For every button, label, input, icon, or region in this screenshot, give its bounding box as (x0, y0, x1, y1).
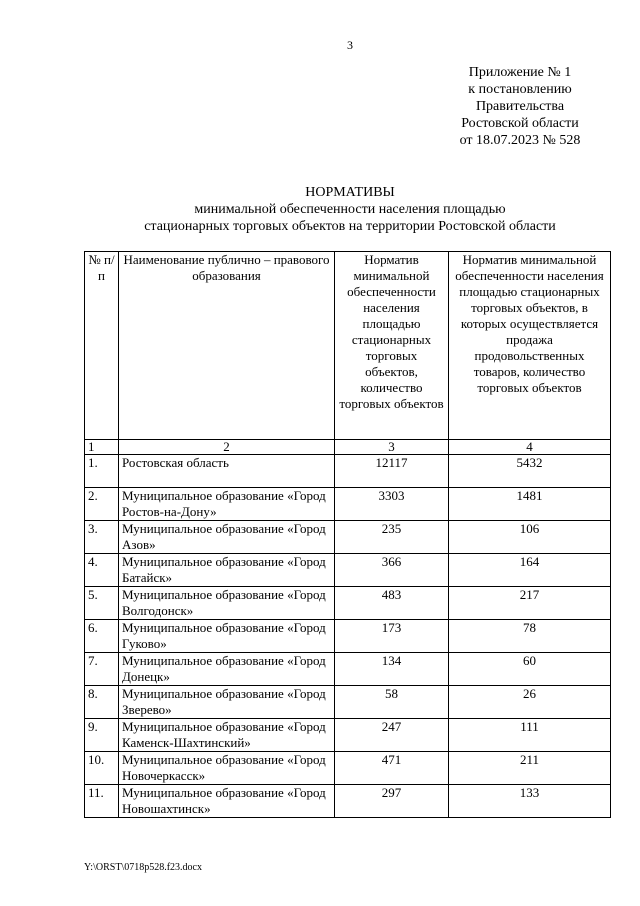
row-norm-total: 173 (335, 620, 449, 653)
row-norm-total: 3303 (335, 488, 449, 521)
header-norm-total: Норматив минимальной обеспеченности населения площадью стационарных торговых объектов, количество торговых объектов (335, 252, 449, 440)
row-name: Муниципальное образование «Город Азов» (119, 521, 335, 554)
header-number: № п/п (85, 252, 119, 440)
table-row (85, 752, 611, 785)
document-subtitle (0, 201, 640, 235)
subtitle-line: минимальной обеспеченности населения площадью (194, 202, 506, 217)
row-name: Муниципальное образование «Город Донецк» (119, 653, 335, 686)
table-row (85, 554, 611, 587)
row-number: 9. (85, 719, 119, 752)
appendix-line: Ростовской области (461, 116, 579, 131)
appendix-block (440, 64, 600, 149)
row-norm-total: 12117 (335, 455, 449, 488)
row-number: 10. (85, 752, 119, 785)
row-norm-food: 26 (449, 686, 611, 719)
row-name: Муниципальное образование «Город Ростов-на-Дону» (119, 488, 335, 521)
row-number: 7. (85, 653, 119, 686)
row-number: 4. (85, 554, 119, 587)
appendix-line: от 18.07.2023 № 528 (459, 133, 581, 148)
row-name: Муниципальное образование «Город Каменск-Шахтинский» (119, 719, 335, 752)
row-number: 2. (85, 488, 119, 521)
normatives-table (84, 251, 611, 818)
row-norm-food: 106 (449, 521, 611, 554)
appendix-line: Правительства (475, 99, 565, 114)
row-norm-total: 366 (335, 554, 449, 587)
table-row (85, 719, 611, 752)
row-norm-food: 211 (449, 752, 611, 785)
row-norm-food: 111 (449, 719, 611, 752)
column-number: 4 (449, 440, 611, 455)
header-norm-food: Норматив минимальной обеспеченности населения площадью стационарных торговых объектов, в которых осуществляется продажа продовольственных товаров, количество торговых объектов (449, 252, 611, 440)
column-number-row (85, 440, 611, 455)
document-title: НОРМАТИВЫ (305, 185, 395, 200)
page-number: 3 (347, 38, 353, 52)
row-number: 3. (85, 521, 119, 554)
table-row (85, 587, 611, 620)
row-norm-total: 134 (335, 653, 449, 686)
row-number: 8. (85, 686, 119, 719)
row-norm-food: 133 (449, 785, 611, 818)
row-name: Муниципальное образование «Город Гуково» (119, 620, 335, 653)
row-norm-total: 235 (335, 521, 449, 554)
row-number: 11. (85, 785, 119, 818)
row-number: 1. (85, 455, 119, 488)
header-name: Наименование публично – правового образования (119, 252, 335, 440)
appendix-line: Приложение № 1 (468, 65, 572, 80)
row-name: Муниципальное образование «Город Волгодонск» (119, 587, 335, 620)
row-name: Муниципальное образование «Город Новошахтинск» (119, 785, 335, 818)
subtitle-line: стационарных торговых объектов на территории Ростовской области (144, 219, 556, 234)
table-row (85, 455, 611, 488)
table-row (85, 521, 611, 554)
table-row (85, 488, 611, 521)
row-norm-food: 164 (449, 554, 611, 587)
row-norm-food: 78 (449, 620, 611, 653)
row-norm-total: 297 (335, 785, 449, 818)
row-number: 6. (85, 620, 119, 653)
row-norm-food: 217 (449, 587, 611, 620)
table-header-row (85, 252, 611, 440)
row-norm-total: 471 (335, 752, 449, 785)
row-norm-total: 483 (335, 587, 449, 620)
row-norm-food: 5432 (449, 455, 611, 488)
appendix-line: к постановлению (468, 82, 572, 97)
row-name: Муниципальное образование «Город Новочеркасск» (119, 752, 335, 785)
row-name: Ростовская область (119, 455, 335, 488)
row-norm-food: 60 (449, 653, 611, 686)
table-row (85, 785, 611, 818)
row-name: Муниципальное образование «Город Зверево» (119, 686, 335, 719)
row-norm-food: 1481 (449, 488, 611, 521)
row-norm-total: 58 (335, 686, 449, 719)
table-row (85, 686, 611, 719)
row-norm-total: 247 (335, 719, 449, 752)
column-number: 3 (335, 440, 449, 455)
column-number: 2 (119, 440, 335, 455)
table-row (85, 653, 611, 686)
row-name: Муниципальное образование «Город Батайск» (119, 554, 335, 587)
column-number: 1 (85, 440, 119, 455)
table-row (85, 620, 611, 653)
row-number: 5. (85, 587, 119, 620)
file-path-footer: Y:\ORST\0718p528.f23.docx (84, 862, 202, 873)
